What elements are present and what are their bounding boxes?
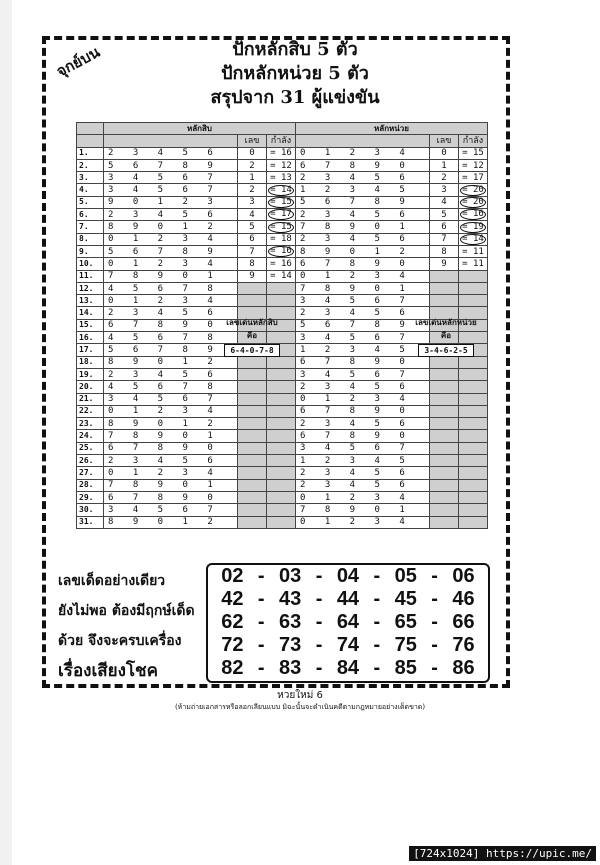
lucky-number: 84 [336,657,360,679]
table-row [77,455,488,467]
tens-digits: 8 9 0 1 2 [104,356,238,368]
stamp-label: จุกย์บน [53,42,103,81]
number-row [208,611,488,634]
table-row [77,504,488,516]
tens-counts-digit: 0 [238,147,267,159]
tens-digits: 2 3 4 5 6 [104,147,238,159]
units-digits: 2 3 4 5 6 [296,233,430,245]
row-number: 24. [77,430,104,442]
table-row [77,221,488,233]
units-digits: 2 3 4 5 6 [296,307,430,319]
tens-summary-value: 6-4-0-7-8 [224,344,279,357]
row-number: 9. [77,245,104,257]
tens-digits: 0 1 2 3 4 [104,467,238,479]
sub-kamlang-units: กำลัง [459,135,488,147]
tens-counts-digit: 3 [238,196,267,208]
tens-digits: 2 3 4 5 6 [104,368,238,380]
row-number: 12. [77,282,104,294]
row-number: 5. [77,196,104,208]
row-number: 29. [77,491,104,503]
lucky-number: 73 [279,634,302,656]
units-counts-digit: 2 [430,172,459,184]
header-tens: หลักสิบ [104,123,296,135]
tens-digits: 4 5 6 7 8 [104,381,238,393]
table-row [77,184,488,196]
row-number: 25. [77,442,104,454]
tens-digits: 0 1 2 3 4 [104,295,238,307]
table-row [77,159,488,171]
sub-kamlang-tens: กำลัง [267,135,296,147]
slogan-line-2: ยังไม่พอ ต้องมีฤกษ์เด็ด [58,603,195,619]
table-row [77,282,488,294]
dash-separator: - [431,565,438,587]
lucky-number: 43 [279,588,302,610]
lucky-number: 05 [394,565,417,587]
units-digits: 2 3 4 5 6 [296,172,430,184]
table-row [77,491,488,503]
tens-digits: 2 3 4 5 6 [104,455,238,467]
units-digits: 2 3 4 5 6 [296,479,430,491]
row-number: 17. [77,344,104,356]
units-counts-strength: = 14 [459,233,488,245]
slogan-line-1: เลขเด็ดอย่างเดียว [58,573,166,589]
lucky-number: 03 [279,565,302,587]
units-digits: 2 3 4 5 6 [296,381,430,393]
units-digits: 6 7 8 9 0 [296,430,430,442]
units-digits: 7 8 9 0 1 [296,282,430,294]
table-row [77,209,488,221]
units-digits: 1 2 3 4 5 [296,184,430,196]
tens-counts-digit: 8 [238,258,267,270]
dash-separator: - [431,657,438,679]
lucky-number: 86 [452,657,475,679]
title-line-1: ปักหลักสิบ 5 ตัว [232,39,358,60]
units-digits: 3 4 5 6 7 [296,368,430,380]
table-row [77,295,488,307]
units-counts-strength: = 17 [459,172,488,184]
sub-lek-tens: เลข [238,135,267,147]
row-number: 27. [77,467,104,479]
units-counts-digit: 0 [430,147,459,159]
units-digits: 5 6 7 8 9 [296,196,430,208]
units-digits: 1 2 3 4 5 [296,455,430,467]
lucky-number: 02 [221,565,244,587]
row-number: 13. [77,295,104,307]
units-summary-value: 3-4-6-2-5 [418,344,473,357]
header-units: หลักหน่วย [296,123,488,135]
tens-digits: 3 4 5 6 7 [104,504,238,516]
tens-digits: 6 7 8 9 0 [104,442,238,454]
table-row [77,418,488,430]
units-digits: 0 1 2 3 4 [296,270,430,282]
units-counts-digit: 9 [430,258,459,270]
units-digits: 3 4 5 6 7 [296,295,430,307]
slogan-line-4: เรื่องเสียงโชค [58,661,158,681]
row-number: 14. [77,307,104,319]
units-digits: 0 1 2 3 4 [296,147,430,159]
row-number: 10. [77,258,104,270]
tens-counts-digit: 5 [238,221,267,233]
row-number: 20. [77,381,104,393]
slogan-line-3: ด้วย จึงจะครบเครื่อง [58,633,182,649]
row-number: 2. [77,159,104,171]
table-row [77,405,488,417]
units-counts-digit: 7 [430,233,459,245]
dash-separator: - [257,565,265,587]
lucky-number: 76 [452,634,475,656]
units-digits: 6 7 8 9 0 [296,258,430,270]
lucky-number: 63 [279,611,302,633]
tens-counts-strength: = 14 [267,184,296,196]
row-number: 8. [77,233,104,245]
units-counts-strength: = 20 [459,184,488,196]
title-line-3: สรุปจาก 31 ผู้แข่งขัน [210,87,380,108]
title-line-2: ปักหลักหน่วย 5 ตัว [221,63,369,84]
units-counts-strength: = 20 [459,196,488,208]
tens-counts-strength: = 14 [267,270,296,282]
dash-separator: - [315,588,323,610]
table-row [77,270,488,282]
tens-counts-strength: = 15 [267,196,296,208]
tens-counts-strength: = 18 [267,233,296,245]
units-digits: 1 2 3 4 5 [296,344,430,356]
units-counts-strength: = 15 [459,147,488,159]
table-row [77,258,488,270]
tens-digits: 7 8 9 0 1 [104,479,238,491]
tens-counts-digit: 4 [238,209,267,221]
number-row [208,588,488,611]
row-number: 31. [77,516,104,528]
tens-digits: 5 6 7 8 9 [104,159,238,171]
tens-counts-strength: = 13 [267,172,296,184]
tens-digits: 8 9 0 1 2 [104,516,238,528]
units-counts-digit: 3 [430,184,459,196]
tens-counts-digit: 6 [238,233,267,245]
tens-digits: 6 7 8 9 0 [104,319,238,331]
table-row [77,430,488,442]
table-row [77,196,488,208]
dash-separator: - [431,611,438,633]
dash-separator: - [373,611,381,633]
lucky-number: 82 [221,657,244,679]
dash-separator: - [373,634,381,656]
tens-digits: 4 5 6 7 8 [104,332,238,344]
lucky-number: 66 [452,611,475,633]
units-digits: 2 3 4 5 6 [296,467,430,479]
row-number: 22. [77,405,104,417]
dash-separator: - [315,611,323,633]
table-row [77,172,488,184]
table-row [77,393,488,405]
title-block [170,38,420,110]
tens-digits: 5 6 7 8 9 [104,344,238,356]
lucky-number: 45 [394,588,417,610]
units-digits: 3 4 5 6 7 [296,332,430,344]
row-number: 4. [77,184,104,196]
dash-separator: - [257,611,265,633]
units-digits: 7 8 9 0 1 [296,504,430,516]
row-number: 28. [77,479,104,491]
row-number: 21. [77,393,104,405]
slogan-block [58,566,206,686]
units-digits: 0 1 2 3 4 [296,516,430,528]
tens-counts-strength: = 15 [267,221,296,233]
lucky-number: 62 [221,611,244,633]
lucky-number: 06 [452,565,475,587]
tens-counts-strength: = 17 [267,209,296,221]
units-digits: 0 1 2 3 4 [296,393,430,405]
tens-digits: 0 1 2 3 4 [104,405,238,417]
tens-digits: 0 1 2 3 4 [104,258,238,270]
dash-separator: - [257,634,265,656]
scan-margin [0,0,12,865]
table-row [77,368,488,380]
units-digits: 6 7 8 9 0 [296,159,430,171]
units-counts-digit: 8 [430,245,459,257]
units-counts-strength: = 19 [459,221,488,233]
lucky-number: 46 [452,588,475,610]
units-counts-digit: 6 [430,221,459,233]
units-counts-strength: = 16 [459,209,488,221]
tens-counts-strength: = 16 [267,258,296,270]
units-counts-digit: 1 [430,159,459,171]
row-number: 3. [77,172,104,184]
lucky-number: 65 [394,611,417,633]
dash-separator: - [315,657,323,679]
tens-counts-strength: = 16 [267,147,296,159]
units-digits: 3 4 5 6 7 [296,442,430,454]
dash-separator: - [257,657,265,679]
tens-digits: 4 5 6 7 8 [104,282,238,294]
table-row [77,442,488,454]
table-row [77,381,488,393]
row-number: 26. [77,455,104,467]
tens-counts-digit: 7 [238,245,267,257]
tens-digits: 3 4 5 6 7 [104,184,238,196]
units-digits: 0 1 2 3 4 [296,491,430,503]
tens-digits: 5 6 7 8 9 [104,245,238,257]
number-box [206,563,490,683]
dash-separator: - [373,565,381,587]
lucky-number: 75 [394,634,417,656]
watermark: [724x1024] https://upic.me/ [409,846,596,861]
dash-separator: - [373,657,381,679]
table-row [77,467,488,479]
tens-digits: 0 1 2 3 4 [104,233,238,245]
lucky-number: 83 [279,657,302,679]
lucky-number: 74 [336,634,360,656]
row-number: 6. [77,209,104,221]
tens-digits: 2 3 4 5 6 [104,307,238,319]
lucky-number: 85 [394,657,417,679]
dash-separator: - [315,634,323,656]
lucky-number: 44 [336,588,360,610]
units-digits: 2 3 4 5 6 [296,209,430,221]
lucky-number: 04 [336,565,360,587]
tens-counts-strength: = 16 [267,245,296,257]
tens-counts-strength: = 12 [267,159,296,171]
lucky-number: 64 [336,611,360,633]
units-digits: 5 6 7 8 9 [296,319,430,331]
tens-digits: 8 9 0 1 2 [104,418,238,430]
row-number: 23. [77,418,104,430]
tens-digits: 3 4 5 6 7 [104,393,238,405]
units-digits: 6 7 8 9 0 [296,405,430,417]
table-row [77,516,488,528]
row-number: 16. [77,332,104,344]
tens-digits: 6 7 8 9 0 [104,491,238,503]
table-row [77,479,488,491]
dash-separator: - [431,634,438,656]
lucky-number: 72 [221,634,244,656]
tens-counts-digit: 2 [238,184,267,196]
dash-separator: - [431,588,438,610]
table-row [77,233,488,245]
tens-digits: 9 0 1 2 3 [104,196,238,208]
row-number: 30. [77,504,104,516]
number-row [208,565,488,588]
lucky-number: 42 [221,588,244,610]
row-number: 18. [77,356,104,368]
units-digits: 2 3 4 5 6 [296,418,430,430]
units-counts-digit: 5 [430,209,459,221]
units-digits: 6 7 8 9 0 [296,356,430,368]
row-number: 11. [77,270,104,282]
tens-digits: 8 9 0 1 2 [104,221,238,233]
number-row [208,657,488,680]
footer-note: (ห้ามถ่ายเอกสารหรือลอกเลียนแบบ มิฉะนั้นจะดำเนินคดีตามกฎหมายอย่างเด็ดขาด) [174,703,426,711]
tens-digits: 7 8 9 0 1 [104,270,238,282]
tens-counts-digit: 9 [238,270,267,282]
units-digits: 7 8 9 0 1 [296,221,430,233]
tens-digits: 3 4 5 6 7 [104,172,238,184]
row-number: 7. [77,221,104,233]
row-number: 1. [77,147,104,159]
dash-separator: - [373,588,381,610]
tens-summary: เลขเด่นหลักสิบ คือ 6-4-0-7-8 [226,318,278,355]
units-counts-strength: = 11 [459,245,488,257]
units-digits: 8 9 0 1 2 [296,245,430,257]
tens-counts-digit: 2 [238,159,267,171]
dash-separator: - [257,588,265,610]
sub-lek-units: เลข [430,135,459,147]
footer-title: หวยใหม่ 6 [277,690,323,701]
number-row [208,634,488,657]
units-counts-strength: = 11 [459,258,488,270]
table-row [77,147,488,159]
units-counts-strength: = 12 [459,159,488,171]
table-row [77,245,488,257]
units-summary: เลขเด่นหลักหน่วย คือ 3-4-6-2-5 [415,318,477,355]
row-number: 19. [77,368,104,380]
tens-counts-digit: 1 [238,172,267,184]
units-counts-digit: 4 [430,196,459,208]
dash-separator: - [315,565,323,587]
tens-digits: 2 3 4 5 6 [104,209,238,221]
row-number: 15. [77,319,104,331]
tens-digits: 7 8 9 0 1 [104,430,238,442]
table-row [77,356,488,368]
